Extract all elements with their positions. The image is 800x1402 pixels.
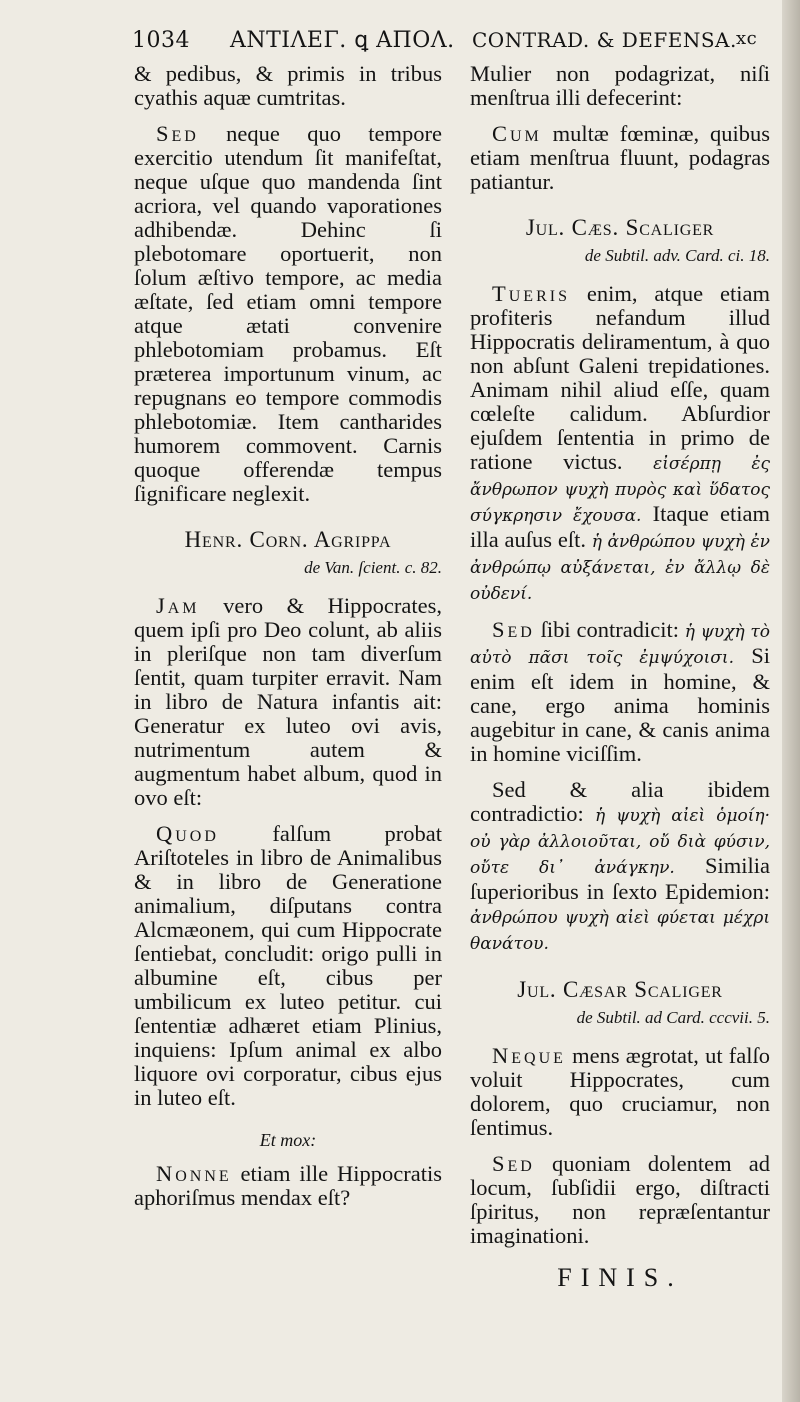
folio-mark: xc	[736, 28, 758, 49]
section-heading: Jul. Cæsar Scaliger	[517, 977, 723, 1002]
paragraph: Quod falſum probat Ariſtoteles in libro de Animalibus & in libro de Generatione animalium, diſputans contra Alcmæonem, qui cum Hippocrate ſentiebat, concludit: origo pulli in albumine eſt, cibus per umbilicum ex luteo petitur. cui ſententiæ adhæret etiam Plinius, inquiens: Ipſum animal ex albo liquore ovi corporatur, cibus ejus in luteo eſt.	[134, 821, 442, 1110]
paragraph: Mulier non podagrizat, niſi menſtrua illi defecerint:	[470, 61, 770, 110]
source-citation: de Van. ſcient. c. 82.	[304, 558, 442, 577]
greek-quote: ἡ ψυχὴ τὸ αὐτὸ πᾶσι τοῖς ἐμψύχοισι.	[470, 622, 770, 668]
source-citation: de Subtil. ad Card. cccvii. 5.	[576, 1008, 770, 1027]
paragraph: Jam vero & Hippocrates, quem ipſi pro Deo colunt, ab aliis in pleriſque non tam diverſum ſentit, quam turpiter erravit. Nam in libro de Natura infantis ait: Generatur ex luteo ovi avis, nutrimentum autem & augmentum habet album, quod in ovo eſt:	[134, 593, 442, 810]
paragraph: Sed quoniam dolentem ad locum, ſubſidii ergo, diſtracti ſpiritus, non repræſentantur imaginationi.	[470, 1151, 770, 1248]
running-header	[132, 24, 772, 58]
left-column	[134, 62, 442, 1222]
greek-quote: ἡ ἀνθρώπου ψυχὴ ἐν ἀνθρώπῳ αὐξάνεται, ἐν ἄλλῳ δὲ οὐδενί.	[470, 532, 770, 604]
source-citation: de Subtil. adv. Card. ci. 18.	[584, 246, 770, 265]
paragraph: Sed ſibi contradicit: ἡ ψυχὴ τὸ αὐτὸ πᾶσι τοῖς ἐμψύχοισι. Si enim eſt idem in homine, & cane, ergo anima hominis augebitur in cane, & canis anima in homine viciſſim.	[470, 617, 770, 766]
section-heading: Jul. Cæs. Scaliger	[525, 215, 715, 240]
greek-quote: εἰσέρπῃ ἐς ἄνθρωπον ψυχὴ πυρὸς καὶ ὕδατος σύγκρησιν ἔχουσα.	[470, 454, 770, 526]
paragraph: Cum multæ fœminæ, quibus etiam menſtrua fluunt, podagras patiantur.	[470, 121, 770, 194]
paragraph: Sed & alia ibidem contradictio: ἡ ψυχὴ αἰεὶ ὁμοίη· οὐ γὰρ ἀλλοιοῦται, οὔ διὰ φύσιν, οὔτε δι᾽ ἀνάγκην. Similia ſuperioribus in ſexto Epidemion: ἀνθρώπου ψυχὴ αἰεὶ φύεται μέχρι θανάτου.	[470, 777, 770, 954]
section-heading: Henr. Corn. Agrippa	[184, 527, 392, 552]
paragraph: Tueris enim, atque etiam profiteris nefandum illud Hippocratis deliramentum, à quo non abſunt Galeni trepidationes. Animam nihil aliud eſſe, quam cœleſte calidum. Abſurdior ejuſdem ſententia in primo de ratione victus. εἰσέρπῃ ἐς ἄνθρωπον ψυχὴ πυρὸς καὶ ὕδατος σύγκρησιν ἔχουσα. Itaque etiam illa auſus eſt. ἡ ἀνθρώπου ψυχὴ ἐν ἀνθρώπῳ αὐξάνεται, ἐν ἄλλῳ δὲ οὐδενί.	[470, 281, 770, 604]
running-title-right: CONTRAD. & DEFENSA.	[472, 28, 737, 52]
greek-quote: ἀνθρώπου ψυχὴ αἰεὶ φύεται μέχρι θανάτου.	[470, 908, 770, 954]
greek-quote: ἡ ψυχὴ αἰεὶ ὁμοίη· οὐ γὰρ ἀλλοιοῦται, οὔ διὰ φύσιν, οὔτε δι᾽ ἀνάγκην.	[470, 806, 770, 878]
page-binding-shadow	[782, 0, 800, 1402]
page-number: 1034	[132, 28, 190, 53]
paragraph: Nonne etiam ille Hippocratis aphoriſmus mendax eſt?	[134, 1161, 442, 1210]
right-column	[470, 62, 770, 1302]
paragraph: Sed neque quo tempore exercitio utendum ſit manifeſtat, neque uſque quo mandenda ſint acriora, vel quando vaporationes adhibendæ. Dehinc ſi plebotomare oportuerit, non ſolum æſtivo tempore, ac media æſtate, ſed etiam omni tempore atque ætati convenire phlebotomiam probamus. Eſt præterea importunum vinum, ac repugnans eo tempore commodis phlebotomiæ. Item cantharides humorem commovent. Carnis quoque offerendæ tempus ſignificare neglexit.	[134, 121, 442, 506]
paragraph: & pedibus, & primis in tribus cyathis aquæ cumtritas.	[134, 61, 442, 110]
running-title-left: ANTIΛEΓ. ꝗ AΠOΛ.	[230, 28, 455, 53]
transition-note: Et mox:	[259, 1130, 317, 1150]
finis-mark: FINIS.	[557, 1263, 683, 1292]
paragraph: Neque mens ægrotat, ut falſo voluit Hippocrates, cum dolorem, quo cruciamur, non ſentimus.	[470, 1043, 770, 1140]
